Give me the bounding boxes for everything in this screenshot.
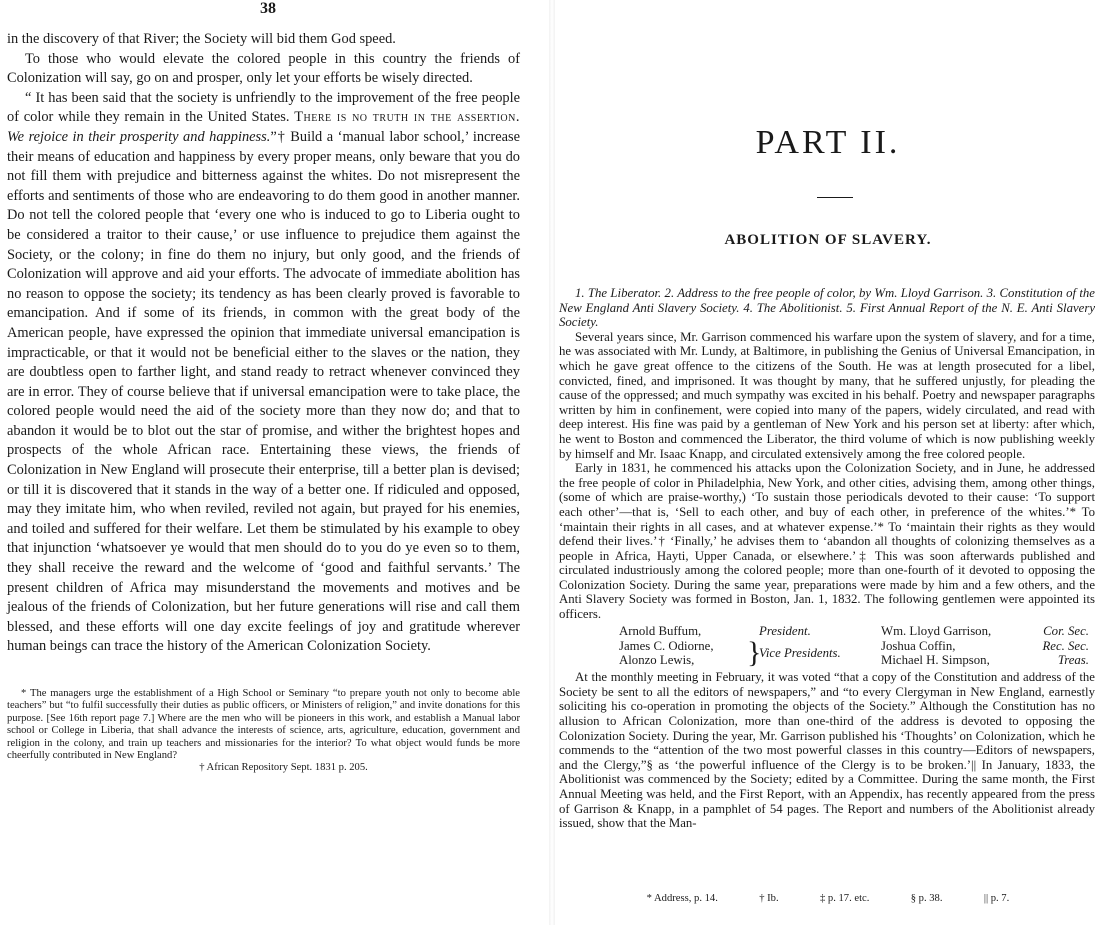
section-title: ABOLITION OF SLAVERY.	[724, 232, 932, 248]
officer-name: Alonzo Lewis,	[619, 653, 695, 668]
part-title: PART II.	[755, 124, 901, 161]
officer-role-row	[747, 624, 869, 639]
paragraph: in the discovery of that River; the Society will bid them God speed.	[7, 31, 396, 47]
paragraph: Early in 1831, he commenced his attacks upon the Colonization Society, and in June, he addressed the free people of color in Philadelphia, New York, and other cities, advising them, among other things, (some of which are praise-worthy,) ‘To sustain those periodicals devoted to their cause: ‘To support each other’—that is, ‘Sell to each other, and buy of each other, in preference of the whites.’* To ‘maintain their rights in all cases, and at whatever expense.’* To ‘maintain their rights as they would defend their lives.’† ‘Finally,’ he advises them to ‘abandon all thoughts of colonizing themselves as a people in Africa, Hayti, Upper Canada, or elsewhere.’‡ This was soon afterwards published and circulated industriously among the colored people; more than one-fourth of it devoted to opposing the Colonization Society. During the same year, preparations were made by him and a few others, and the Anti Slavery Society was formed in Boston, Jan. 1, 1832. The following gentlemen were appointed its officers.	[559, 461, 1095, 622]
paragraph: Several years since, Mr. Garrison commenced his warfare upon the system of slavery, and for a time, he was associated with Mr. Lundy, at Baltimore, in publishing the Genius of Universal Emancipation, in which he gave great offence to the citizens of the South. He was at length prosecuted for a libel, convicted, fined, and imprisoned. It was thought by many, that he suffered unjustly, for pleading the cause of the oppressed; and much sympathy was excited in his behalf. Poetry and newspaper paragraphs written by him in confinement, were copied into many of the papers, widely circulated, and read with deep interest. His fine was paid by a gentleman of New York and his person set at liberty: after which, he went to Boston and commenced the Liberator, the third volume of which is now publishing weekly by himself and Mr. Isaac Knapp, and circulated extensively among the free colored people.	[559, 329, 1095, 461]
right-footnotes	[556, 893, 1100, 904]
brace-icon: }	[747, 636, 762, 670]
officer-role: Treas.	[1057, 653, 1089, 668]
emphasis-text: There is no truth in the assertion.	[294, 109, 520, 126]
left-footnotes	[7, 688, 520, 775]
right-page	[556, 0, 1100, 925]
italic-text: We rejoice in their prosperity and happiness.	[7, 128, 271, 145]
officer-name: Wm. Lloyd Garrison,	[881, 624, 992, 639]
officers-left-roles	[747, 624, 869, 669]
officer-role: Vice Presidents.	[759, 645, 841, 660]
officer-name: Arnold Buffum,	[619, 624, 702, 639]
left-body-text	[7, 30, 520, 657]
paragraph: At the monthly meeting in February, it was voted “that a copy of the Constitution and address of the Society be sent to all the editors of newspapers,” and “to every Clergyman in New England, earnestly soliciting his co-operation in promoting the objects of the Society.” Although the Constitution has no allusion to African Colonization, more than one-third of the address is devoted to opposing the Colonization Society. During the year, Mr. Garrison published his ‘Thoughts’ on Colonization, which he commends to the “attention of the two most powerful classes in this country—Editors of newspapers, and the Clergy,”§ as ‘the powerful influence of the Clergy is to be broken.’|| In January, 1833, the Abolitionist was commenced by the Society; edited by a Committee. During the same month, the First Annual Meeting was held, and the First Report, with an Appendix, has recently appeared from the press of Garrison & Knapp, in a pamphlet of 54 pages. The Report and numbers of the Abolitionist already issued, show that the Man-	[559, 670, 1095, 831]
left-page	[0, 0, 548, 925]
footnote: * The managers urge the establishment of a High School or Seminary “to prepare youth not only to become able teachers” but “to fulfil successfully their duties as public officers, or Ministers of religion,” and invite donations for this purpose. [See 16th report page 7.] Where are the men who will be pioneers in this work, and establish a Manual labor school or College in Liberia, that shall advance the interests of science, arts, agriculture, education, government and religion in the colony, and train up teachers and missionaries for the interior? To what object would funds be more cheerfully contributed in New England?	[7, 688, 520, 762]
book-gutter	[549, 0, 555, 925]
officers-right	[881, 624, 1091, 668]
officer-role: President.	[759, 623, 811, 638]
footnote: || p. 7.	[983, 893, 1010, 904]
officer-name: Joshua Coffin,	[881, 638, 956, 653]
footnote: † African Repository Sept. 1831 p. 205.	[199, 762, 368, 774]
officer-name: Michael H. Simpson,	[881, 653, 990, 668]
paragraph	[7, 89, 520, 657]
title-divider	[817, 197, 853, 198]
officer-role: Cor. Sec.	[1043, 624, 1089, 639]
footnote: * Address, p. 14.	[646, 893, 718, 904]
officer-name: James C. Odiorne,	[619, 638, 714, 653]
footnote: ‡ p. 17. etc.	[819, 893, 870, 904]
right-body-text	[559, 286, 1095, 831]
officers-left-names	[559, 624, 747, 668]
page-number: 38	[260, 0, 276, 17]
paragraph-text: ”† Build a ‘manual labor school,’ increase their means of education and happiness by every proper means, only beware that you do not fill them with prejudice and bitterness against the whites. Do not misrepresent the efforts and sentiments of those who are endeavoring to do them good in another manner. Do not tell the colored people that ‘every one who is induced to go to Liberia ought to be considered a traitor to their cause,’ or use influence to prejudice them against the Society, or the colony; in fine do them no injury, but only good, and the friends of Colonization will approve and aid your efforts. The advocate of immediate abolition has no reason to oppose the society; its tendency as has been clearly proved is favorable to emancipation. And if some of its friends, in common with the great body of the American people, have expressed the opinion that immediate universal emancipation is impracticable, or that it would not be beneficial either to the slaves or the nation, they are doubtless open to farther light, and stand ready to retract whenever convinced they are in error. They of course believe that if universal emancipation were to take place, the colored people would need the aid of the society more than they now do; and that to abandon it would be to blot out the star of promise, and wither the brightest hopes and prospects of the whole African race. Entertaining these views, the friends of Colonization in New England will prosecute their enterprise, till a better plan is devised; or till it is discovered that it stands in the way of a better one. If ridiculed and opposed, may they imitate him, who when reviled, reviled not again, but prayed for his enemies, and toiled and suffered for their welfare. Let them be stimulated by his example to obey that injunction ‘whatsoever ye would that men should do to you do ye even so to them, they shall receive the reward and the welcome of ‘good and faithful servants.’ The present children of Africa may misunderstand the movements and motives and be jealous of the friends of Colonization, but her future generations will rise and call them blessed, and these efforts will one day excite feelings of joy and gratitude wherever human beings can trace the history of the American Colonization Society.	[7, 128, 520, 655]
officer-row	[881, 624, 1091, 639]
quote-text: “ It has been said that the society is unfriendly to the improvement of the free people of color while they remain in the United States.	[7, 89, 520, 126]
footnote: † Ib.	[759, 893, 779, 904]
officer-role-row	[747, 638, 869, 668]
footnote: § p. 38.	[910, 893, 943, 904]
officer-row	[881, 639, 1091, 654]
officer-role: Rec. Sec.	[1042, 638, 1089, 653]
officers-list	[559, 624, 1095, 669]
paragraph: To those who would elevate the colored people in this country the friends of Colonization will say, go on and prosper, only let your efforts be wisely directed.	[7, 50, 520, 87]
officer-row	[881, 653, 1091, 668]
works-list: 1. The Liberator. 2. Address to the free people of color, by Wm. Lloyd Garrison. 3. Constitution of the New England Anti Slavery Society. 4. The Abolitionist. 5. First Annual Report of the N. E. Anti Slavery Society.	[559, 286, 1095, 330]
